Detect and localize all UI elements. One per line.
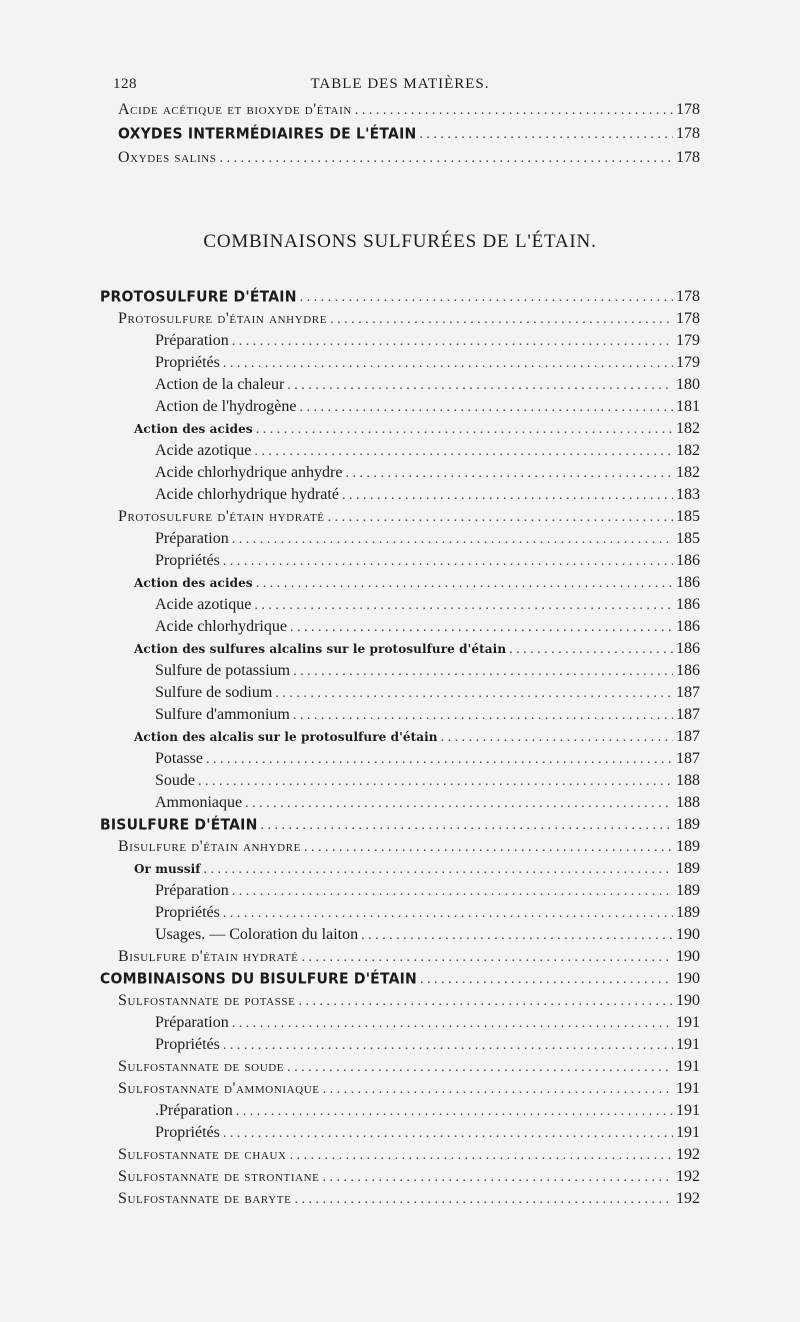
entry-title: Propriétés bbox=[155, 904, 220, 921]
dot-leader bbox=[232, 332, 673, 352]
toc-entry bbox=[100, 148, 700, 168]
page-number: 128 bbox=[113, 76, 137, 92]
dot-leader bbox=[290, 618, 673, 638]
entry-page: 182 bbox=[676, 420, 700, 437]
entry-page: 192 bbox=[676, 1190, 700, 1207]
toc-entry bbox=[100, 1079, 700, 1099]
toc-entry bbox=[100, 1101, 700, 1121]
toc-entry bbox=[100, 727, 700, 747]
entry-page: 189 bbox=[676, 882, 700, 899]
entry-page: 179 bbox=[676, 354, 700, 371]
entry-title: Sulfostannate de chaux bbox=[118, 1146, 287, 1163]
entry-title: Préparation bbox=[155, 1014, 229, 1031]
dot-leader bbox=[254, 596, 673, 616]
toc-entry bbox=[100, 881, 700, 901]
entry-title: Action de la chaleur bbox=[155, 376, 285, 393]
entry-title: Soude bbox=[155, 772, 195, 789]
entry-page: 191 bbox=[676, 1036, 700, 1053]
entry-title: Protosulfure d'étain anhydre bbox=[118, 310, 328, 327]
entry-title: Préparation bbox=[155, 332, 229, 349]
toc-entry bbox=[100, 903, 700, 923]
toc-entry bbox=[100, 331, 700, 351]
entry-page: 191 bbox=[676, 1080, 700, 1097]
entry-title: Usages. — Coloration du laiton bbox=[155, 926, 359, 943]
entry-title: Sulfure d'ammonium bbox=[155, 706, 290, 723]
entry-title: .Préparation bbox=[155, 1102, 233, 1119]
entry-title: Préparation bbox=[155, 530, 229, 547]
toc-entry bbox=[100, 749, 700, 769]
entry-page: 186 bbox=[676, 596, 700, 613]
dot-leader bbox=[236, 1102, 673, 1122]
dot-leader bbox=[345, 464, 673, 484]
dot-leader bbox=[223, 1124, 673, 1144]
toc-entry bbox=[100, 969, 700, 989]
toc-entry bbox=[100, 1145, 700, 1165]
entry-title: PROTOSULFURE D'ÉTAIN bbox=[100, 288, 297, 306]
entry-title: Acide azotique bbox=[155, 596, 252, 613]
entry-title: Bisulfure d'étain hydraté bbox=[118, 948, 299, 965]
running-header bbox=[0, 76, 800, 96]
entry-page: 187 bbox=[676, 706, 700, 723]
entry-page: 181 bbox=[676, 398, 700, 415]
running-title: TABLE DES MATIÈRES. bbox=[310, 76, 490, 92]
dot-leader bbox=[293, 706, 673, 726]
dot-leader bbox=[323, 1080, 673, 1100]
entry-page: 188 bbox=[676, 794, 700, 811]
entry-title: Acide acétique et bioxyde d'étain bbox=[118, 101, 352, 118]
entry-page: 187 bbox=[676, 750, 700, 767]
entry-page: 190 bbox=[676, 926, 700, 943]
entry-page: 192 bbox=[676, 1168, 700, 1185]
dot-leader bbox=[300, 288, 673, 308]
entry-page: 186 bbox=[676, 640, 700, 657]
entry-title: Oxydes salins bbox=[118, 149, 217, 166]
toc-entry bbox=[100, 1035, 700, 1055]
dot-leader bbox=[245, 794, 673, 814]
toc-entry bbox=[100, 1167, 700, 1187]
toc-entry bbox=[100, 1123, 700, 1143]
entry-title: Propriétés bbox=[155, 552, 220, 569]
dot-leader bbox=[509, 640, 673, 660]
toc-entry bbox=[100, 353, 700, 373]
toc-entry bbox=[100, 661, 700, 681]
entry-page: 187 bbox=[676, 684, 700, 701]
entry-title: Action des sulfures alcalins sur le protosulfure d'étain bbox=[134, 642, 507, 656]
entry-title: COMBINAISONS DU BISULFURE D'ÉTAIN bbox=[100, 970, 417, 988]
toc-entry bbox=[100, 573, 700, 593]
entry-page: 189 bbox=[676, 816, 700, 833]
dot-leader bbox=[355, 101, 673, 121]
entry-page: 191 bbox=[676, 1014, 700, 1031]
entry-page: 178 bbox=[676, 125, 700, 142]
toc-entry bbox=[100, 815, 700, 835]
entry-page: 186 bbox=[676, 552, 700, 569]
entry-title: Protosulfure d'étain hydraté bbox=[118, 508, 325, 525]
dot-leader bbox=[287, 1058, 673, 1078]
entry-page: 190 bbox=[676, 992, 700, 1009]
entry-page: 191 bbox=[676, 1058, 700, 1075]
dot-leader bbox=[420, 970, 673, 990]
dot-leader bbox=[328, 508, 673, 528]
entry-page: 191 bbox=[676, 1124, 700, 1141]
entry-title: Acide chlorhydrique hydraté bbox=[155, 486, 339, 503]
toc-entry bbox=[100, 419, 700, 439]
section-heading: COMBINAISONS SULFURÉES DE L'ÉTAIN. bbox=[203, 231, 597, 252]
entry-title: Sulfostannate de potasse bbox=[118, 992, 296, 1009]
entry-title: BISULFURE D'ÉTAIN bbox=[100, 816, 258, 834]
toc-entry bbox=[100, 639, 700, 659]
dot-leader bbox=[220, 149, 673, 169]
toc-entry bbox=[100, 1057, 700, 1077]
entry-title: OXYDES INTERMÉDIAIRES DE L'ÉTAIN bbox=[118, 125, 417, 143]
toc-entry bbox=[100, 100, 700, 120]
dot-leader bbox=[342, 486, 673, 506]
dot-leader bbox=[254, 442, 673, 462]
entry-page: 178 bbox=[676, 149, 700, 166]
dot-leader bbox=[261, 816, 674, 836]
entry-title: Propriétés bbox=[155, 354, 220, 371]
entry-page: 186 bbox=[676, 574, 700, 591]
toc-entry bbox=[100, 947, 700, 967]
entry-title: Action des alcalis sur le protosulfure d'étain bbox=[134, 730, 438, 744]
entry-page: 190 bbox=[676, 970, 700, 987]
dot-leader bbox=[204, 860, 673, 880]
entry-page: 182 bbox=[676, 442, 700, 459]
entry-page: 178 bbox=[676, 288, 700, 305]
toc-entry bbox=[100, 287, 700, 307]
dot-leader bbox=[323, 1168, 674, 1188]
toc-entry bbox=[100, 705, 700, 725]
entry-title: Sulfure de sodium bbox=[155, 684, 273, 701]
dot-leader bbox=[302, 948, 674, 968]
toc-entry bbox=[100, 309, 700, 329]
dot-leader bbox=[293, 662, 673, 682]
toc-entry bbox=[100, 375, 700, 395]
entry-title: Sulfostannate de strontiane bbox=[118, 1168, 320, 1185]
dot-leader bbox=[223, 552, 673, 572]
entry-title: Potasse bbox=[155, 750, 203, 767]
entry-title: Action des acides bbox=[134, 576, 253, 590]
entry-page: 183 bbox=[676, 486, 700, 503]
entry-title: Acide chlorhydrique bbox=[155, 618, 287, 635]
entry-page: 186 bbox=[676, 662, 700, 679]
dot-leader bbox=[300, 398, 673, 418]
entry-title: Acide azotique bbox=[155, 442, 252, 459]
entry-page: 182 bbox=[676, 464, 700, 481]
entry-title: Action de l'hydrogène bbox=[155, 398, 297, 415]
entry-page: 185 bbox=[676, 530, 700, 547]
entry-page: 192 bbox=[676, 1146, 700, 1163]
entry-title: Ammoniaque bbox=[155, 794, 243, 811]
entry-title: Action des acides bbox=[134, 422, 253, 436]
toc-entry bbox=[100, 683, 700, 703]
dot-leader bbox=[223, 904, 673, 924]
entry-title: Acide chlorhydrique anhydre bbox=[155, 464, 343, 481]
toc-entry bbox=[100, 837, 700, 857]
toc-entry bbox=[100, 1189, 700, 1209]
toc-entry bbox=[100, 617, 700, 637]
entry-page: 189 bbox=[676, 838, 700, 855]
entry-page: 180 bbox=[676, 376, 700, 393]
entry-page: 185 bbox=[676, 508, 700, 525]
entry-title: Préparation bbox=[155, 882, 229, 899]
dot-leader bbox=[232, 530, 673, 550]
dot-leader bbox=[198, 772, 673, 792]
toc-entry bbox=[100, 124, 700, 144]
dot-leader bbox=[287, 376, 673, 396]
dot-leader bbox=[275, 684, 673, 704]
dot-leader bbox=[232, 1014, 673, 1034]
dot-leader bbox=[330, 310, 673, 330]
entry-title: Or mussif bbox=[134, 862, 201, 876]
entry-page: 189 bbox=[676, 904, 700, 921]
toc-entry bbox=[100, 771, 700, 791]
entry-title: Sulfostannate de baryte bbox=[118, 1190, 292, 1207]
entry-page: 178 bbox=[676, 101, 700, 118]
toc-entry bbox=[100, 441, 700, 461]
dot-leader bbox=[304, 838, 673, 858]
toc-entry bbox=[100, 463, 700, 483]
entry-title: Propriétés bbox=[155, 1124, 220, 1141]
entry-page: 186 bbox=[676, 618, 700, 635]
entry-page: 187 bbox=[676, 728, 700, 745]
dot-leader bbox=[256, 420, 673, 440]
entry-page: 178 bbox=[676, 310, 700, 327]
dot-leader bbox=[223, 354, 673, 374]
entry-title: Sulfure de potassium bbox=[155, 662, 291, 679]
dot-leader bbox=[441, 728, 673, 748]
toc-entry bbox=[100, 1013, 700, 1033]
entry-page: 188 bbox=[676, 772, 700, 789]
toc-entry bbox=[100, 793, 700, 813]
toc-entry bbox=[100, 397, 700, 417]
entry-title: Bisulfure d'étain anhydre bbox=[118, 838, 301, 855]
toc-entry bbox=[100, 925, 700, 945]
toc-entry bbox=[100, 507, 700, 527]
toc-entry bbox=[100, 595, 700, 615]
dot-leader bbox=[256, 574, 673, 594]
toc-entry bbox=[100, 529, 700, 549]
dot-leader bbox=[290, 1146, 673, 1166]
dot-leader bbox=[298, 992, 673, 1012]
entry-title: Propriétés bbox=[155, 1036, 220, 1053]
dot-leader bbox=[361, 926, 673, 946]
dot-leader bbox=[206, 750, 673, 770]
dot-leader bbox=[223, 1036, 673, 1056]
dot-leader bbox=[419, 125, 673, 145]
entry-title: Sulfostannate d'ammoniaque bbox=[118, 1080, 320, 1097]
dot-leader bbox=[294, 1190, 673, 1210]
toc-entry bbox=[100, 485, 700, 505]
dot-leader bbox=[232, 882, 673, 902]
entry-title: Sulfostannate de soude bbox=[118, 1058, 285, 1075]
toc-entry bbox=[100, 551, 700, 571]
entry-page: 191 bbox=[676, 1102, 700, 1119]
entry-page: 189 bbox=[676, 860, 700, 877]
toc-entry bbox=[100, 859, 700, 879]
entry-page: 179 bbox=[676, 332, 700, 349]
toc-entry bbox=[100, 991, 700, 1011]
entry-page: 190 bbox=[676, 948, 700, 965]
